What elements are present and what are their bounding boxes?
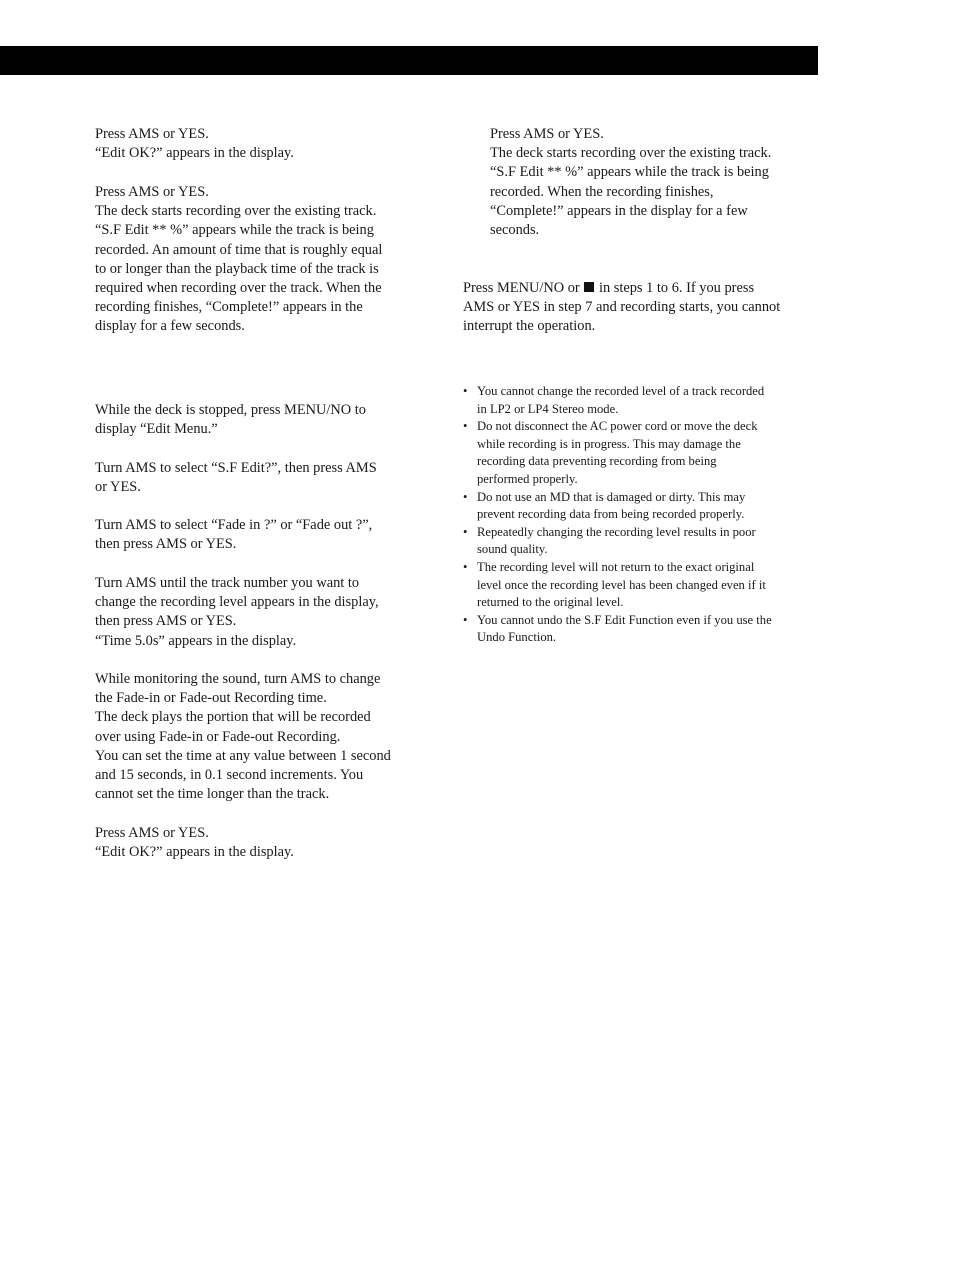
note-item <box>463 383 772 418</box>
text-line: “Complete!” appears in the display for a few <box>490 202 748 219</box>
text-line: “S.F Edit ** %” appears while the track is being <box>490 164 769 181</box>
text-line: or YES. <box>95 479 141 496</box>
text-line: You can set the time at any value between 1 second <box>95 747 391 764</box>
stop-square-icon <box>584 282 594 292</box>
text-line: seconds. <box>490 222 540 239</box>
note-item <box>463 559 772 612</box>
paragraph <box>95 574 379 651</box>
left-step-block-2 <box>95 183 382 337</box>
text-line: to or longer than the playback time of the track is <box>95 260 379 277</box>
paragraph <box>463 279 780 337</box>
text-line: The recording level will not return to the exact original <box>477 559 755 574</box>
text-line: AMS or YES in step 7 and recording starts, you cannot <box>463 299 781 316</box>
left-step-block-7 <box>95 670 391 804</box>
text-line: display “Edit Menu.” <box>95 421 218 438</box>
text-line: Press AMS or YES. <box>95 825 209 841</box>
paragraph <box>95 125 294 163</box>
text-line: While monitoring the sound, turn AMS to change <box>95 671 381 687</box>
text-line <box>463 279 780 298</box>
left-step-block-5 <box>95 516 372 554</box>
text-line: The deck starts recording over the existing track. <box>95 203 377 220</box>
paragraph <box>95 183 382 337</box>
text-line: while recording is in progress. This may damage the <box>477 436 741 451</box>
bullet-icon: • <box>463 419 468 434</box>
text-line: Press AMS or YES. <box>490 126 604 142</box>
text-fragment: in steps 1 to 6. If you press <box>598 280 755 296</box>
text-line: interrupt the operation. <box>463 318 596 335</box>
text-line: You cannot undo the S.F Edit Function even if you use the <box>477 612 772 627</box>
left-step-block-8 <box>95 824 294 862</box>
note-item <box>463 489 772 524</box>
text-line: recording finishes, “Complete!” appears in the <box>95 299 363 316</box>
text-line: returned to the original level. <box>477 595 624 610</box>
text-line: then press AMS or YES. <box>95 613 237 630</box>
text-line: Do not use an MD that is damaged or dirty. This may <box>477 489 746 504</box>
text-line: the Fade-in or Fade-out Recording time. <box>95 690 327 707</box>
text-line: You cannot change the recorded level of a track recorded <box>477 384 765 398</box>
text-line: performed properly. <box>477 471 578 486</box>
text-line: cannot set the time longer than the track. <box>95 786 330 803</box>
notes-section <box>463 383 772 647</box>
bullet-icon: • <box>463 612 468 627</box>
paragraph <box>490 125 771 240</box>
text-line: recording data preventing recording from being <box>477 454 717 469</box>
paragraph <box>95 516 372 554</box>
text-line: Turn AMS to select “S.F Edit?”, then press AMS <box>95 460 377 476</box>
paragraph <box>95 459 377 497</box>
bullet-icon: • <box>463 384 468 398</box>
text-line: and 15 seconds, in 0.1 second increments. You <box>95 767 364 784</box>
text-line: prevent recording data from being recorded properly. <box>477 507 745 522</box>
text-line: “Edit OK?” appears in the display. <box>95 844 294 861</box>
note-item <box>463 612 772 647</box>
cancel-instructions <box>463 279 780 337</box>
text-line: Press AMS or YES. <box>95 126 209 142</box>
right-step-block-1 <box>490 125 771 240</box>
text-line: in LP2 or LP4 Stereo mode. <box>477 401 619 416</box>
text-line: “Time 5.0s” appears in the display. <box>95 632 297 649</box>
notes-list <box>463 383 772 647</box>
header-bar <box>0 46 818 75</box>
text-line: Undo Function. <box>477 630 557 645</box>
text-line: over using Fade-in or Fade-out Recording. <box>95 728 341 745</box>
bullet-icon: • <box>463 559 468 574</box>
text-line: While the deck is stopped, press MENU/NO to <box>95 402 366 418</box>
left-step-block-4 <box>95 459 377 497</box>
bullet-icon: • <box>463 524 468 539</box>
text-line: recorded. When the recording finishes, <box>490 183 714 200</box>
text-line: The deck starts recording over the existing track. <box>490 145 772 162</box>
left-step-block-1 <box>95 125 294 163</box>
text-line: change the recording level appears in the display, <box>95 594 379 611</box>
text-line: sound quality. <box>477 542 548 557</box>
text-line: required when recording over the track. When the <box>95 280 382 297</box>
text-line: Turn AMS until the track number you want to <box>95 575 360 591</box>
text-line: Repeatedly changing the recording level results in poor <box>477 524 756 539</box>
text-line: level once the recording level has been changed even if it <box>477 577 766 592</box>
left-step-block-3 <box>95 401 366 439</box>
text-line: then press AMS or YES. <box>95 536 237 553</box>
text-fragment: Press MENU/NO or <box>463 280 580 296</box>
text-line: Turn AMS to select “Fade in ?” or “Fade out ?”, <box>95 517 373 533</box>
left-step-block-6 <box>95 574 379 651</box>
text-line: “S.F Edit ** %” appears while the track is being <box>95 222 374 239</box>
text-line: display for a few seconds. <box>95 318 245 335</box>
text-line: “Edit OK?” appears in the display. <box>95 145 294 162</box>
paragraph <box>95 670 391 804</box>
text-line: The deck plays the portion that will be recorded <box>95 709 371 726</box>
bullet-icon: • <box>463 489 468 504</box>
text-line: recorded. An amount of time that is roughly equal <box>95 241 383 258</box>
note-item <box>463 524 772 559</box>
note-item <box>463 418 772 488</box>
text-line: Do not disconnect the AC power cord or move the deck <box>477 419 758 434</box>
paragraph <box>95 401 366 439</box>
text-line: Press AMS or YES. <box>95 184 209 200</box>
paragraph <box>95 824 294 862</box>
